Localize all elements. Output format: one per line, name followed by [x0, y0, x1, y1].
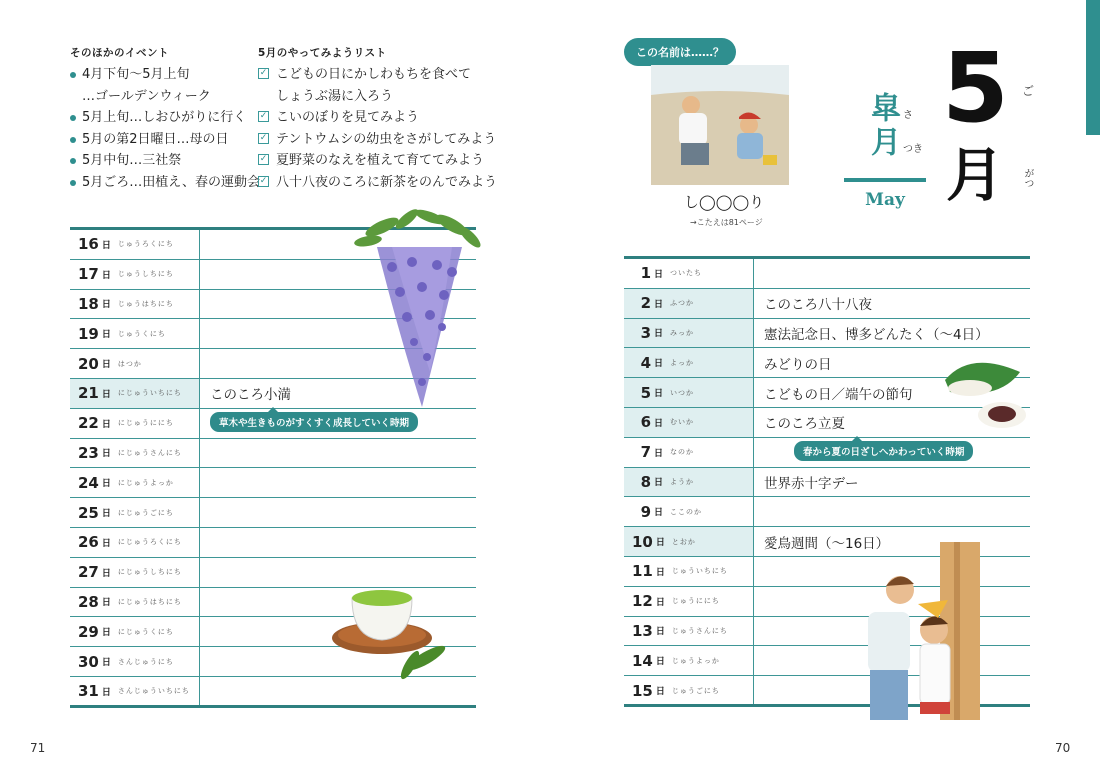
day-number: 7: [640, 443, 651, 462]
checkbox[interactable]: ✓: [259, 175, 268, 186]
day-number: 28: [78, 592, 99, 611]
day-kanji: 日: [101, 330, 111, 341]
day-cell: [624, 319, 754, 348]
event-text: このころ八十八夜: [764, 297, 872, 314]
day-reading: にじゅうににち: [117, 419, 174, 428]
kashiwa-mochi-illustration: [940, 350, 1030, 435]
day-reading: にじゅうくにち: [117, 627, 174, 636]
note-pill: 春から夏の日ざしへかわっていく時期: [794, 441, 973, 461]
day-kanji: 日: [655, 627, 665, 638]
day-kanji: 日: [101, 389, 111, 400]
month-rule: [844, 178, 926, 182]
day-kanji: 日: [654, 448, 664, 459]
month-number: 5: [942, 32, 1009, 144]
event-text: みどりの日: [764, 356, 832, 373]
day-cell: [624, 348, 754, 377]
day-kanji: 日: [654, 359, 664, 370]
day-reading: なのか: [670, 448, 695, 457]
day-reading: じゅうろくにち: [117, 240, 174, 249]
todo-list: [258, 64, 497, 193]
day-cell: [624, 587, 754, 616]
checkbox[interactable]: ✓: [259, 132, 268, 143]
day-number: 18: [78, 294, 99, 313]
day-number: 10: [632, 532, 653, 551]
calendar-row: [70, 468, 476, 498]
day-cell: [70, 468, 200, 497]
todo-label: 八十八夜のころに新茶をのんでみよう: [276, 174, 498, 190]
calendar-row: [624, 289, 1030, 319]
day-reading: じゅうごにち: [671, 686, 720, 695]
day-number: 23: [78, 443, 99, 462]
day-cell: [624, 497, 754, 526]
day-kanji: 日: [654, 418, 664, 429]
day-reading: ふつか: [670, 299, 695, 308]
chapter-tab: [1086, 0, 1100, 135]
day-kanji: 日: [101, 538, 111, 549]
day-number: 1: [640, 264, 651, 283]
todo-label: しょうぶ湯に入ろう: [276, 88, 394, 104]
day-kanji: 日: [101, 479, 111, 490]
day-reading: じゅうはちにち: [117, 299, 174, 308]
page-number-left: 71: [30, 741, 46, 755]
event-text: このころ小満: [210, 387, 291, 404]
todo-label: こどもの日にかしわもちを食べて: [276, 67, 472, 82]
day-cell: [624, 408, 754, 437]
event-text: このころ立夏: [764, 416, 845, 433]
todo-item[interactable]: [258, 172, 497, 194]
calendar-row: [70, 528, 476, 558]
day-reading: じゅうににち: [671, 597, 720, 606]
day-number: 8: [640, 472, 651, 491]
day-reading: いつか: [670, 388, 695, 397]
day-number: 25: [78, 503, 99, 522]
day-cell: [70, 588, 200, 617]
day-cell: [624, 676, 754, 705]
day-number: 4: [640, 353, 651, 372]
events-list: [70, 64, 260, 193]
day-kanji: 日: [654, 478, 664, 489]
day-kanji: 日: [101, 658, 111, 669]
day-kanji: 日: [654, 269, 664, 280]
day-cell: [624, 289, 754, 318]
quiz-hint: →こたえは81ページ: [690, 218, 763, 227]
todo-item-continuation: [258, 86, 497, 108]
furigana-gatsu: がつ: [1022, 168, 1033, 188]
event-text: 世界赤十字デー: [764, 475, 859, 492]
day-number: 12: [632, 592, 653, 611]
wisteria-illustration: [352, 207, 487, 417]
day-number: 15: [632, 681, 653, 700]
event-text: 愛鳥週間（〜16日）: [764, 535, 890, 552]
day-kanji: 日: [655, 538, 665, 549]
day-reading: にじゅうはちにち: [117, 597, 182, 606]
day-kanji: 日: [655, 597, 665, 608]
day-cell: [70, 677, 200, 706]
day-cell: [70, 230, 200, 259]
day-cell: [624, 378, 754, 407]
calendar-row: [624, 319, 1030, 349]
day-number: 20: [78, 354, 99, 373]
day-cell: [624, 438, 754, 467]
day-kanji: 日: [655, 687, 665, 698]
day-cell: [70, 319, 200, 348]
list-item: [70, 86, 260, 108]
list-item: 5月上旬…しおひがりに行く: [70, 107, 260, 129]
day-kanji: 日: [101, 687, 111, 698]
list-item: 5月中旬…三社祭: [70, 150, 260, 172]
day-reading: じゅうくにち: [117, 329, 166, 338]
todo-item[interactable]: [258, 150, 497, 172]
day-reading: じゅうよっか: [671, 656, 720, 665]
calendar-row: [624, 468, 1030, 498]
day-kanji: 日: [101, 449, 111, 460]
event-text: 憲法記念日、博多どんたく（〜4日）: [764, 326, 989, 343]
day-number: 16: [78, 235, 99, 254]
day-cell: [624, 259, 754, 288]
todo-item[interactable]: [258, 64, 497, 86]
day-cell: [624, 527, 754, 556]
day-cell: [70, 349, 200, 378]
calendar-row: [624, 497, 1030, 527]
furigana-tsuki: つき: [903, 144, 923, 155]
day-reading: じゅうさんにち: [671, 626, 728, 635]
month-english: May: [865, 190, 905, 210]
day-kanji: 日: [101, 419, 111, 430]
day-reading: みっか: [670, 328, 695, 337]
day-number: 22: [78, 414, 99, 433]
events-heading: そのほかのイベント: [70, 47, 169, 59]
day-reading: ここのか: [670, 507, 703, 516]
day-number: 26: [78, 533, 99, 552]
day-kanji: 日: [101, 240, 111, 251]
day-number: 5: [640, 383, 651, 402]
month-kanji: 月: [946, 141, 1005, 209]
day-cell: [70, 379, 200, 408]
day-kanji: 日: [101, 270, 111, 281]
todo-heading: 5月のやってみようリスト: [258, 47, 387, 59]
day-cell: [70, 498, 200, 527]
day-number: 6: [640, 413, 651, 432]
calendar-row: [70, 677, 476, 707]
checkbox[interactable]: ✓: [259, 68, 268, 78]
day-kanji: 日: [654, 508, 664, 519]
day-kanji: 日: [654, 299, 664, 310]
day-reading: はつか: [117, 359, 142, 368]
checkbox[interactable]: ✓: [259, 154, 268, 164]
day-cell: [70, 290, 200, 319]
day-number: 31: [78, 682, 99, 701]
day-kanji: 日: [655, 567, 665, 578]
day-kanji: 日: [101, 628, 111, 639]
green-tea-illustration: [330, 580, 465, 680]
day-cell: [70, 617, 200, 646]
day-reading: にじゅうごにち: [117, 508, 174, 517]
day-number: 11: [632, 562, 653, 581]
calendar-row: [70, 498, 476, 528]
day-reading: さんじゅうにち: [117, 657, 174, 666]
todo-item[interactable]: [258, 107, 497, 129]
list-item-continuation: …ゴールデンウィーク: [82, 88, 211, 104]
day-cell: [70, 260, 200, 289]
todo-label: こいのぼりを見てみよう: [276, 110, 420, 125]
day-cell: [70, 409, 200, 438]
day-reading: じゅうしちにち: [117, 270, 174, 279]
list-item: 4月下旬〜5月上旬: [70, 64, 260, 86]
day-cell: [70, 439, 200, 468]
todo-label: テントウムシの幼虫をさがしてみよう: [276, 131, 497, 147]
old-month-name: 皐月: [865, 92, 900, 160]
day-reading: ついたち: [670, 269, 703, 278]
day-kanji: 日: [101, 300, 111, 311]
day-number: 17: [78, 265, 99, 284]
day-cell: [624, 646, 754, 675]
day-cell: [624, 557, 754, 586]
day-reading: じゅういちにち: [671, 567, 728, 576]
calendar-row: [624, 259, 1030, 289]
day-number: 30: [78, 652, 99, 671]
day-number: 29: [78, 622, 99, 641]
day-number: 27: [78, 563, 99, 582]
day-reading: ようか: [670, 477, 695, 486]
day-number: 24: [78, 473, 99, 492]
furigana-sa: さ: [903, 110, 913, 121]
quiz-answer: し◯◯◯り: [683, 193, 765, 211]
todo-label: 夏野菜のなえを植えて育ててみよう: [276, 153, 485, 168]
day-cell: [70, 558, 200, 587]
day-reading: にじゅうさんにち: [117, 448, 182, 457]
day-kanji: 日: [654, 389, 664, 400]
page-number-right: 70: [1055, 741, 1071, 755]
day-reading: にじゅういちにち: [117, 389, 182, 398]
calendar-row: [70, 439, 476, 469]
day-reading: よっか: [670, 358, 695, 367]
day-number: 3: [640, 323, 651, 342]
day-cell: [70, 528, 200, 557]
furigana-go: ご: [1022, 84, 1035, 98]
day-cell: [70, 647, 200, 676]
day-number: 19: [78, 324, 99, 343]
calendar-bottom-rule: [70, 705, 476, 708]
day-kanji: 日: [101, 509, 111, 520]
list-item: 5月ごろ…田植え、春の運動会: [70, 172, 260, 194]
clam-digging-illustration: [651, 65, 789, 185]
day-reading: さんじゅういちにち: [117, 687, 190, 696]
day-reading: にじゅうよっか: [117, 478, 174, 487]
day-kanji: 日: [654, 329, 664, 340]
day-reading: にじゅうしちにち: [117, 568, 182, 577]
day-number: 2: [640, 294, 651, 313]
quiz-bubble: この名前は……？: [624, 38, 736, 66]
note-pill: 草木や生きものがすくすく成長していく時期: [210, 412, 418, 432]
day-kanji: 日: [101, 598, 111, 609]
day-reading: にじゅうろくにち: [117, 538, 182, 547]
day-kanji: 日: [655, 657, 665, 668]
height-measuring-illustration: [858, 542, 983, 720]
day-reading: とおか: [671, 537, 696, 546]
day-number: 9: [640, 502, 651, 521]
checkbox[interactable]: ✓: [259, 111, 268, 121]
day-cell: [624, 468, 754, 497]
event-text: こどもの日／端午の節句: [764, 386, 913, 403]
day-reading: むいか: [670, 418, 695, 427]
day-kanji: 日: [101, 360, 111, 371]
list-item: 5月の第2日曜日…母の日: [70, 129, 260, 151]
day-kanji: 日: [101, 568, 111, 579]
day-cell: [624, 617, 754, 646]
day-number: 13: [632, 621, 653, 640]
day-number: 14: [632, 651, 653, 670]
day-number: 21: [78, 384, 99, 403]
todo-item[interactable]: [258, 129, 497, 151]
